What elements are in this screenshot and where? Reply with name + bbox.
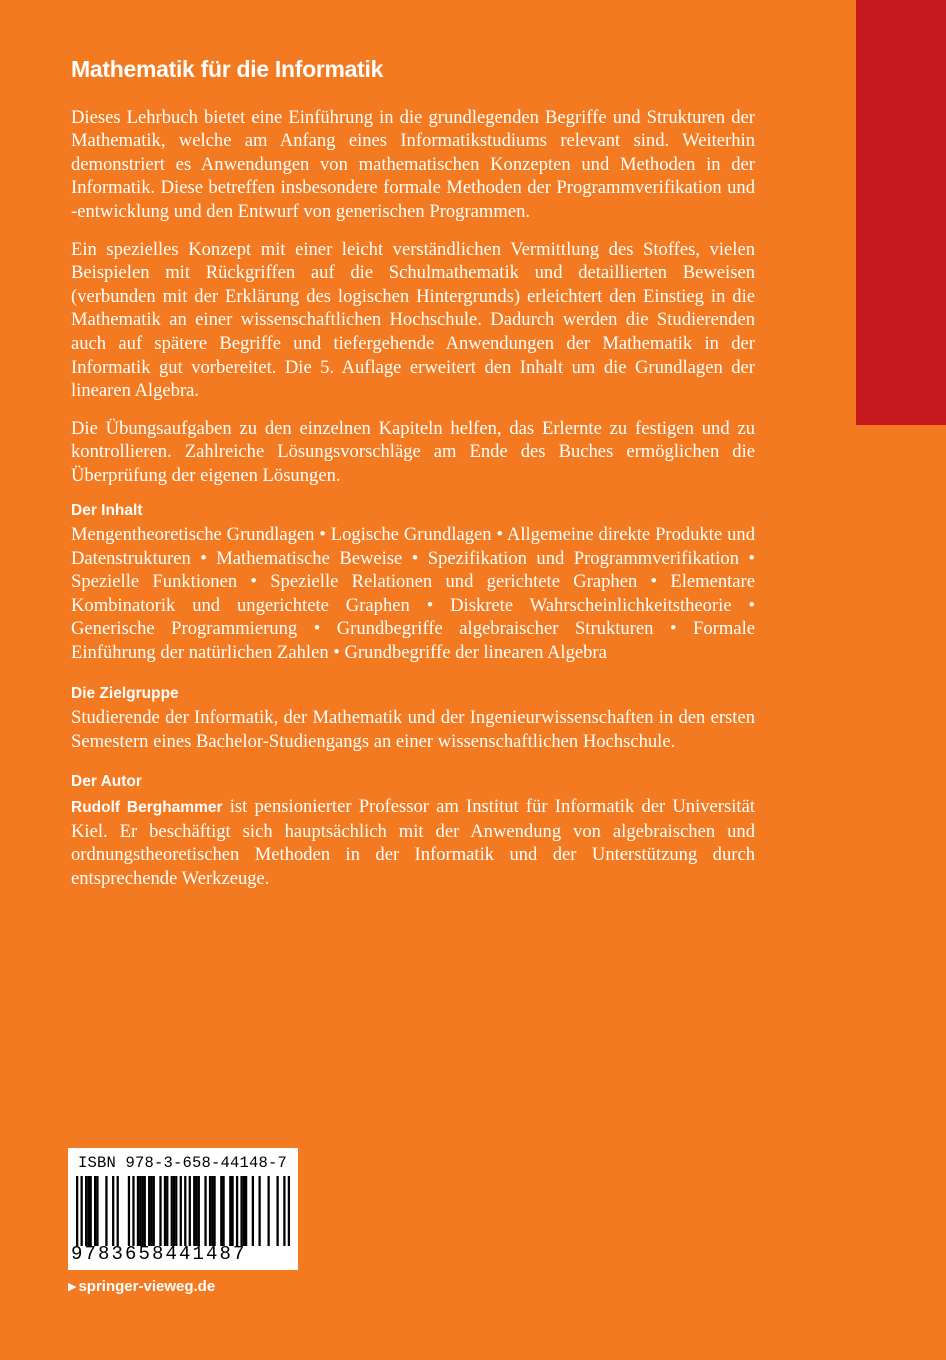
back-cover-text bbox=[71, 56, 755, 904]
barcode-bar bbox=[148, 1176, 150, 1246]
barcode-bar bbox=[245, 1176, 247, 1246]
barcode-bar bbox=[184, 1176, 186, 1246]
publisher-website[interactable] bbox=[68, 1278, 215, 1295]
barcode-bar bbox=[283, 1176, 285, 1246]
barcode-bar bbox=[164, 1176, 166, 1246]
barcode-bar bbox=[229, 1176, 231, 1246]
barcode-bars bbox=[76, 1176, 290, 1246]
barcode-bar bbox=[132, 1176, 134, 1246]
barcode-bar bbox=[204, 1176, 206, 1246]
book-title: Mathematik für die Informatik bbox=[71, 56, 384, 82]
barcode-bar bbox=[139, 1176, 141, 1246]
autor-heading: Der Autor bbox=[71, 773, 142, 791]
barcode-bar bbox=[220, 1176, 222, 1246]
barcode-bar bbox=[222, 1176, 224, 1246]
barcode-bar bbox=[236, 1176, 238, 1246]
barcode-bar bbox=[288, 1176, 290, 1246]
barcode-bar bbox=[153, 1176, 155, 1246]
zielgruppe-text: Studierende der Informatik, der Mathematik und der Ingenieurwissenschaften in den ersten Semestern eines Bachelor-Studiengangs an einer wissenschaftlichen Hochschule. bbox=[71, 707, 755, 752]
barcode-bar bbox=[240, 1176, 242, 1246]
description-paragraph-2: Ein spezielles Konzept mit einer leicht verständlichen Vermittlung des Stoffes, vielen Beispielen mit Rückgriffen auf die Schulmathematik und detaillierten Beweisen (verbunden mit der Erklärung des logischen Hintergrunds) erleichtert den Einstieg in die Mathematik an einer wissenschaftlichen Hochschule. Dadurch werden die Studierenden auch auf spätere Begriffe und tiefergehende Anwendungen der Mathematik in der Informatik gut vorbereitet. Die 5. Auflage erweitert den Inhalt um die Grundlagen der linearen Algebra. bbox=[71, 238, 755, 402]
barcode-bar bbox=[94, 1176, 96, 1246]
website-url: springer-vieweg.de bbox=[78, 1278, 216, 1295]
barcode-bar bbox=[87, 1176, 89, 1246]
barcode-bar bbox=[173, 1176, 175, 1246]
barcode-bar bbox=[193, 1176, 195, 1246]
barcode-bar bbox=[231, 1176, 233, 1246]
barcode-bar bbox=[198, 1176, 200, 1246]
barcode-bar bbox=[213, 1176, 215, 1246]
barcode-bar bbox=[180, 1176, 182, 1246]
barcode-bar bbox=[117, 1176, 119, 1246]
barcode-bar bbox=[171, 1176, 173, 1246]
barcode-bar bbox=[258, 1176, 260, 1246]
barcode-bar bbox=[166, 1176, 168, 1246]
barcode-bar bbox=[175, 1176, 177, 1246]
description-paragraph-3: Die Übungsaufgaben zu den einzelnen Kapiteln helfen, das Erlernte zu festigen und zu kontrollieren. Zahlreiche Lösungsvorschläge am Ende des Buches ermöglichen die Überprüfung der eigenen Lösungen. bbox=[71, 417, 755, 486]
barcode-bar bbox=[159, 1176, 161, 1246]
arrow-right-icon: ▶ bbox=[68, 1281, 77, 1293]
barcode-bar bbox=[243, 1176, 245, 1246]
barcode-bar bbox=[211, 1176, 213, 1246]
author-bio: ist pensionierter Professor am Institut für Informatik der Universität Kiel. Er beschäftigt sich hauptsächlich mit der Anwendung von algebraischen und ordnungstheoretischen Methoden in der Informatik und der Unterstützung durch entsprechende Werkzeuge. bbox=[71, 796, 755, 889]
barcode-bar bbox=[267, 1176, 269, 1246]
barcode-bar bbox=[195, 1176, 197, 1246]
barcode-bar bbox=[189, 1176, 191, 1246]
barcode-bar bbox=[252, 1176, 254, 1246]
barcode-bar bbox=[128, 1176, 130, 1246]
barcode-bar bbox=[112, 1176, 114, 1246]
barcode-bar bbox=[144, 1176, 146, 1246]
inhalt-heading: Der Inhalt bbox=[71, 501, 143, 519]
barcode-bar bbox=[76, 1176, 78, 1246]
author-name: Rudolf Berghammer bbox=[71, 799, 223, 817]
barcode-bar bbox=[276, 1176, 278, 1246]
zielgruppe-heading: Die Zielgruppe bbox=[71, 684, 179, 702]
barcode-bar bbox=[150, 1176, 152, 1246]
ean-digits: 9783658441487 bbox=[71, 1243, 247, 1265]
isbn-label: ISBN 978-3-658-44148-7 bbox=[78, 1154, 288, 1172]
barcode-bar bbox=[96, 1176, 98, 1246]
barcode-bar bbox=[85, 1176, 87, 1246]
inhalt-text: Mengentheoretische Grundlagen • Logische Grundlagen • Allgemeine direkte Produkte und Datenstrukturen • Mathematische Beweise • Spezifikation und Programmverifikation • Spezielle Funktionen • Spezielle Relationen und gerichtete Graphen • Elementare Kombinatorik und ungerichtete Graphen • Diskrete Wahrscheinlichkeitstheorie • Generische Programmierung • Grundbegriffe algebraischer Strukturen • Formale Einführung der natürlichen Zahlen • Grundbegriffe der linearen Algebra bbox=[71, 524, 755, 664]
isbn-barcode bbox=[68, 1148, 298, 1270]
barcode-bar bbox=[105, 1176, 107, 1246]
barcode-bar bbox=[90, 1176, 92, 1246]
barcode-bar bbox=[209, 1176, 211, 1246]
autor-text bbox=[71, 795, 755, 890]
barcode-bar bbox=[141, 1176, 143, 1246]
red-color-band bbox=[856, 0, 946, 425]
barcode-bar bbox=[137, 1176, 139, 1246]
barcode-bar bbox=[81, 1176, 83, 1246]
description-paragraph-1: Dieses Lehrbuch bietet eine Einführung in die grundlegenden Begriffe und Strukturen der Mathematik, welche am Anfang eines Informatikstudiums relevant sind. Weiterhin demonstriert es Anwendungen von mathematischen Konzepten und Methoden in der Informatik. Diese betreffen insbesondere formale Methoden der Programmverifikation und -entwicklung und den Entwurf von generischen Programmen. bbox=[71, 106, 755, 222]
